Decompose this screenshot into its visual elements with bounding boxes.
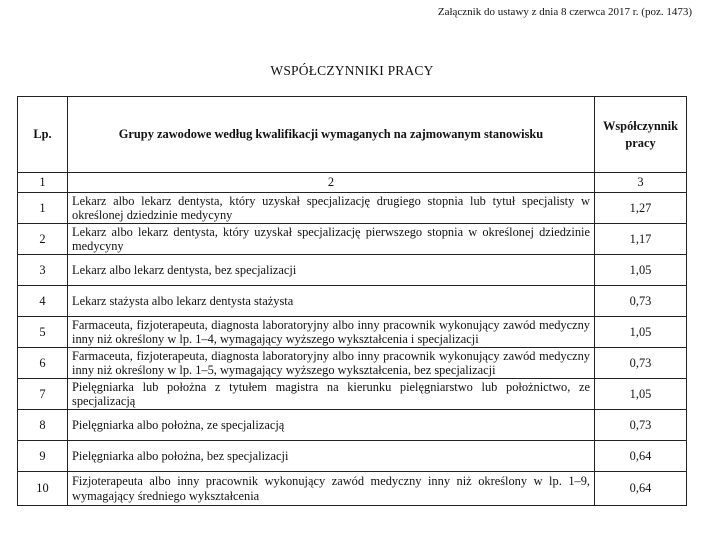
coefficients-table — [17, 96, 687, 506]
row-coefficient: 0,73 — [595, 348, 687, 379]
table-row — [18, 193, 687, 224]
row-group: Fizjoterapeuta albo inny pracownik wykonujący zawód medyczny inny niż określony w lp. 1–9, wymagający średniego wykształcenia — [68, 472, 595, 506]
header-coefficient-line1: Współczynnik — [602, 118, 679, 133]
row-group: Pielęgniarka lub położna z tytułem magistra na kierunku pielęgniarstwo lub położnictwo, ze specjalizacją — [68, 379, 595, 410]
row-group: Farmaceuta, fizjoterapeuta, diagnosta laboratoryjny albo inny pracownik wykonujący zawód medyczny inny niż określony w lp. 1–5, wymagający wyższego wykształcenia, bez specjalizacji — [68, 348, 595, 379]
row-group: Pielęgniarka albo położna, bez specjalizacji — [68, 441, 595, 472]
row-coefficient: 0,73 — [595, 410, 687, 441]
row-coefficient: 1,17 — [595, 224, 687, 255]
row-group: Lekarz albo lekarz dentysta, który uzyskał specjalizację pierwszego stopnia w określonej dziedzinie medycyny — [68, 224, 595, 255]
header-group: Grupy zawodowe według kwalifikacji wymaganych na zajmowanym stanowisku — [68, 97, 595, 173]
header-note: Załącznik do ustawy z dnia 8 czerwca 2017 r. (poz. 1473) — [437, 6, 692, 18]
table-row — [18, 472, 687, 506]
column-number: 3 — [595, 173, 687, 193]
row-group: Farmaceuta, fizjoterapeuta, diagnosta laboratoryjny albo inny pracownik wykonujący zawód medyczny inny niż określony w lp. 1–4, wymagający wyższego wykształcenia i specjalizacji — [68, 317, 595, 348]
row-lp: 2 — [18, 224, 68, 255]
row-coefficient: 1,05 — [595, 255, 687, 286]
row-coefficient: 1,05 — [595, 317, 687, 348]
row-coefficient: 1,27 — [595, 193, 687, 224]
row-lp: 1 — [18, 193, 68, 224]
header-lp: Lp. — [18, 97, 68, 173]
row-coefficient: 0,64 — [595, 441, 687, 472]
row-lp: 3 — [18, 255, 68, 286]
column-number-row — [18, 173, 687, 193]
row-coefficient: 1,05 — [595, 379, 687, 410]
header-coefficient — [595, 97, 687, 173]
table-row — [18, 255, 687, 286]
column-number: 1 — [18, 173, 68, 193]
row-lp: 8 — [18, 410, 68, 441]
row-lp: 4 — [18, 286, 68, 317]
table-header-row — [18, 97, 687, 173]
row-group: Lekarz stażysta albo lekarz dentysta stażysta — [68, 286, 595, 317]
table-row — [18, 441, 687, 472]
row-lp: 10 — [18, 472, 68, 506]
row-group: Pielęgniarka albo położna, ze specjalizacją — [68, 410, 595, 441]
column-number: 2 — [68, 173, 595, 193]
row-coefficient: 0,64 — [595, 472, 687, 506]
row-lp: 6 — [18, 348, 68, 379]
table-row — [18, 348, 687, 379]
row-coefficient: 0,73 — [595, 286, 687, 317]
table-row — [18, 379, 687, 410]
table-row — [18, 224, 687, 255]
document-title: WSPÓŁCZYNNIKI PRACY — [270, 63, 434, 78]
row-group: Lekarz albo lekarz dentysta, bez specjalizacji — [68, 255, 595, 286]
row-lp: 9 — [18, 441, 68, 472]
table-row — [18, 286, 687, 317]
header-coefficient-line2: pracy — [625, 135, 656, 150]
table-row — [18, 410, 687, 441]
row-lp: 7 — [18, 379, 68, 410]
table-row — [18, 317, 687, 348]
row-lp: 5 — [18, 317, 68, 348]
row-group: Lekarz albo lekarz dentysta, który uzyskał specjalizację drugiego stopnia lub tytuł specjalisty w określonej dziedzinie medycyny — [68, 193, 595, 224]
